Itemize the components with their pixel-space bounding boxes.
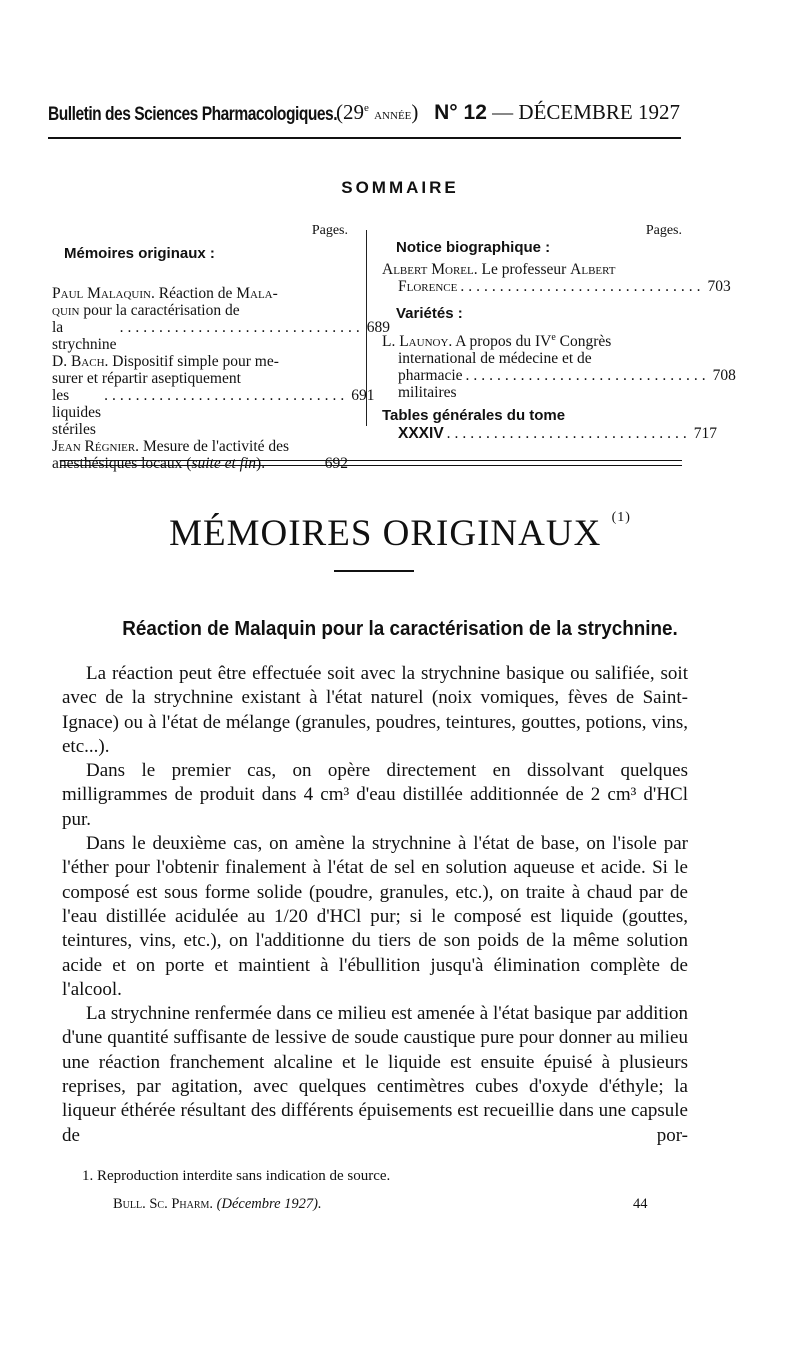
footnote: 1. Reproduction interdite sans indication de source. (82, 1168, 391, 1184)
footer-citation: Bull. Sc. Pharm. (Décembre 1927). (113, 1196, 322, 1212)
toc-entry-regnier: Jean Régnier. Mesure de l'activité des anesthésiques locaux (suite et fin). 692 (52, 438, 348, 472)
section-notice: Notice biographique : (396, 239, 551, 256)
paragraph: Dans le premier cas, on opère directement en dissolvant quelques milligrammes de produit dans 4 cm³ d'eau distillée additionnée de 2 cm³ d'HCl pur. (62, 760, 688, 830)
pages-label: Pages. (311, 223, 348, 238)
toc-entry-malaquin: Paul Malaquin. Réaction de Mala- quin pour la caractérisation de la strychnine ............................... 689 (52, 285, 390, 353)
sommaire-left-column (52, 222, 390, 472)
toc-entry-morel: Albert Morel. Le professeur Albert Florence ............................... 703 (382, 261, 731, 295)
sommaire-right-column (382, 222, 736, 443)
sommaire-divider (366, 230, 367, 426)
toc-entry-bach: D. Bach. Dispositif simple pour me- surer et répartir aseptiquement les liquides stériles ............................... 691 (52, 353, 375, 438)
paragraph: La strychnine renfermée dans ce milieu est amenée à l'état basique par addition d'une quantité suffisante de lessive de soude caustique pure pour donner au milieu une réaction franchement alcaline et le liquide est ensuite épuisé à plusieurs reprises, par agitation, avec quelques centimètres cubes d'oxyde d'éthyle; la liqueur éthérée résultant des différents épuisements est recueillie dans une capsule de por- (62, 1003, 688, 1146)
section-memoires: Mémoires originaux : (64, 245, 215, 262)
section-rule-bottom (60, 465, 682, 466)
article-body (62, 662, 688, 1148)
page-footer (0, 1196, 800, 1216)
article-title: Réaction de Malaquin pour la caractérisation de la strychnine. (122, 617, 678, 640)
paragraph: Dans le deuxième cas, on amène la strychnine à l'état de base, on l'isole par l'éther pour l'obtenir finalement à l'état de sel en solution aqueuse et acide. Si le composé est sous forme solide (poudre, granules, etc.), on traite à chaud par de l'eau distillée acidulée au 1/20 d'HCl pur; si le composé est liquide (gouttes, teintures, vins, etc.), on l'additionne du tiers de son poids de la même solution acide et on porte et maintient à l'ébullition jusqu'à élimination complète de l'alcool. (62, 833, 688, 1000)
pages-label-right: Pages. (645, 223, 682, 238)
running-header (48, 100, 680, 134)
toc-entry-tables: Tables générales du tome XXXIV ............................... 717 (382, 407, 718, 443)
journal-name: Bulletin des Sciences Pharmacologiques. (48, 104, 338, 125)
main-title: MÉMOIRES ORIGINAUX $^{(1)}$ (169, 510, 631, 554)
issue-info (336, 100, 680, 125)
sommaire-heading: SOMMAIRE (341, 178, 459, 197)
page-number: 44 (633, 1196, 648, 1212)
issue-year: (29e année) (335, 100, 419, 124)
title-footnote-ref: (1) (611, 510, 631, 525)
issue-date: — DÉCEMBRE 1927 (492, 100, 680, 124)
issue-number: N° 12 (434, 101, 487, 124)
toc-entry-launoy: L. Launoy. A propos du IVe Congrès international de médecine et de pharmacie militaires ............................... 708 (382, 332, 736, 402)
paragraph: La réaction peut être effectuée soit avec la strychnine basique ou salifiée, soit avec de la strychnine existant à l'état naturel (noix vomiques, fèves de Saint-Ignace) ou à l'état de mélange (granules, poudres, teintures, gouttes, potions, vins, etc...). (62, 663, 688, 757)
header-rule (48, 137, 681, 139)
section-rule-top (60, 460, 682, 461)
title-rule (334, 570, 414, 572)
section-varietes: Variétés : (396, 305, 463, 322)
